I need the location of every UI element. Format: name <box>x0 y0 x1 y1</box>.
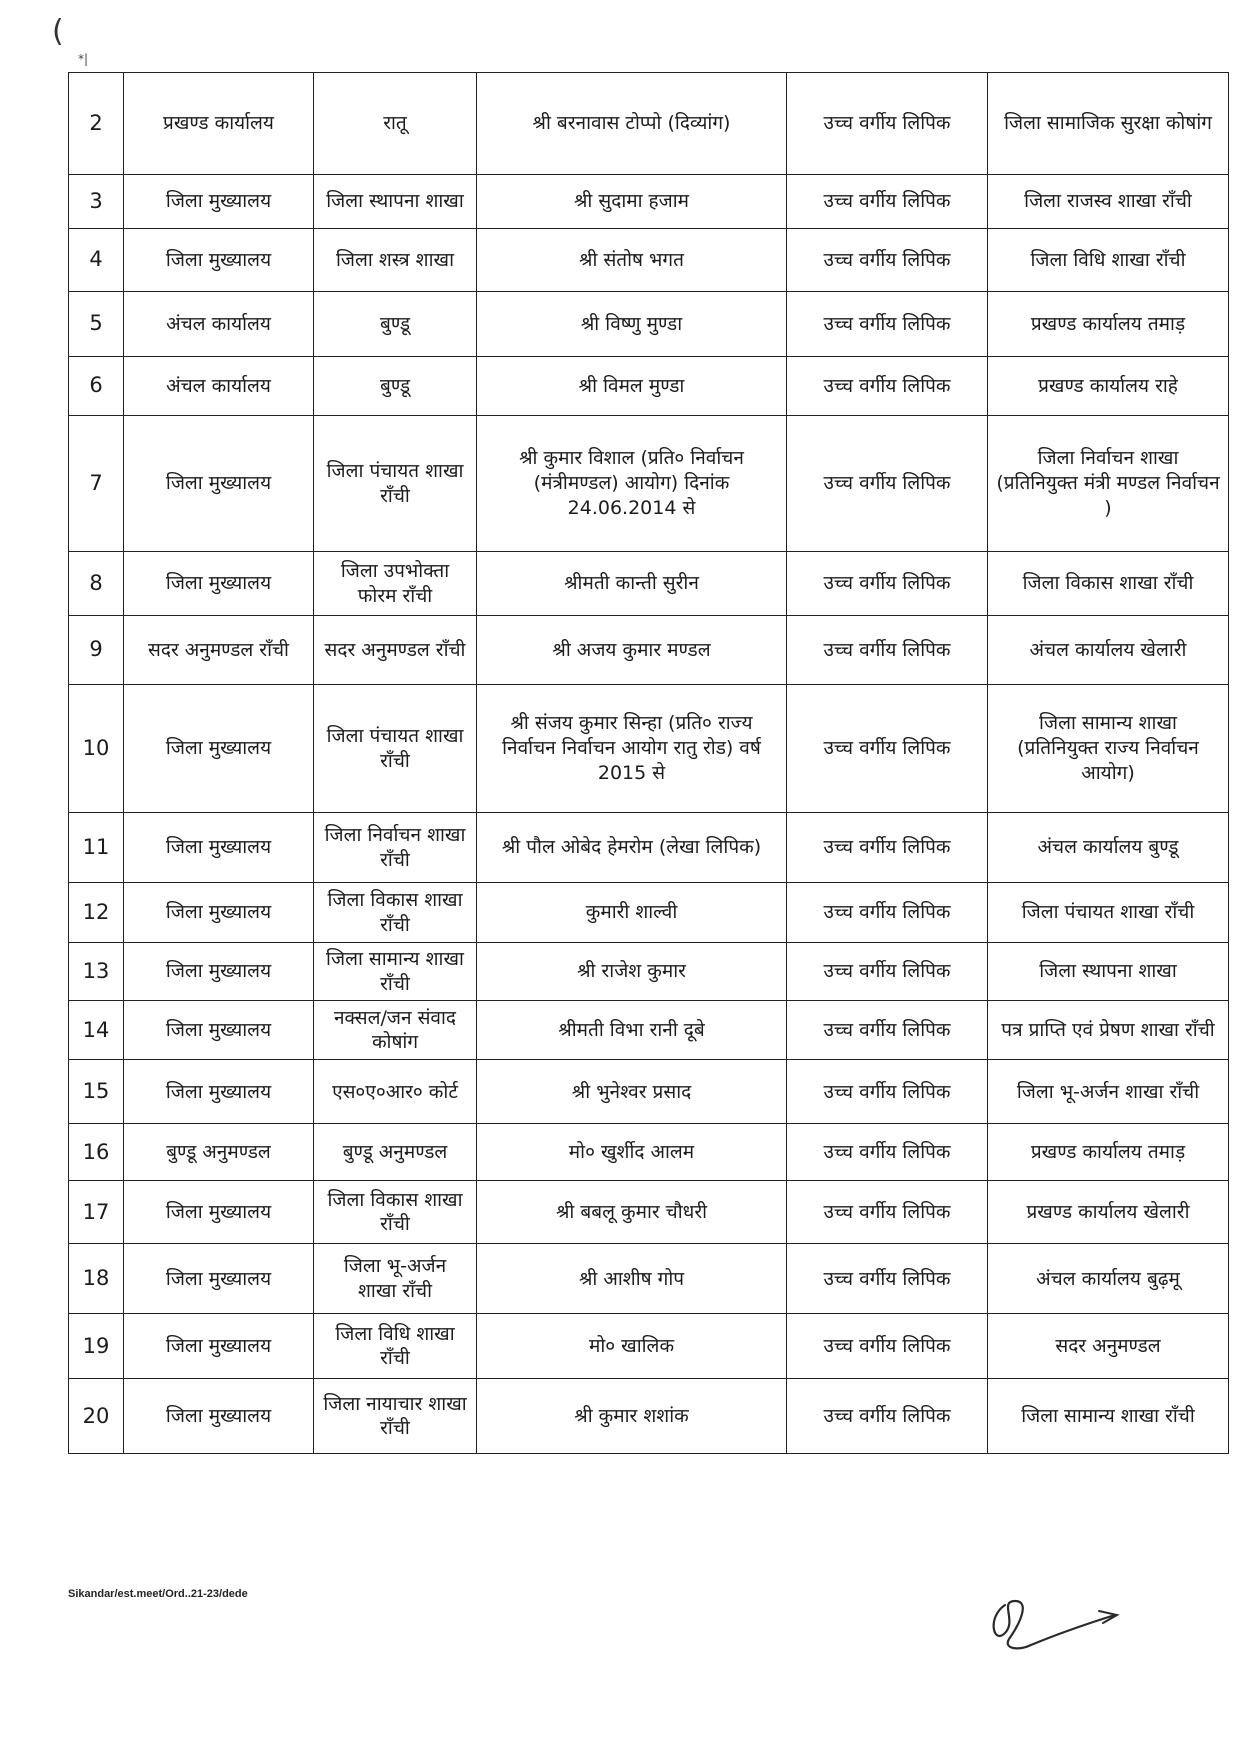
cell-employee-name: श्री राजेश कुमार <box>477 943 787 1001</box>
cell-posted-to: जिला सामान्य शाखा राँची <box>988 1379 1229 1454</box>
cell-serial-number: 7 <box>69 416 124 552</box>
cell-serial-number: 6 <box>69 357 124 416</box>
cell-employee-name: मो० खुर्शीद आलम <box>477 1124 787 1181</box>
cell-office: अंचल कार्यालय <box>124 292 314 357</box>
cell-posted-to: जिला विधि शाखा राँची <box>988 229 1229 292</box>
cell-serial-number: 19 <box>69 1314 124 1379</box>
cell-office: अंचल कार्यालय <box>124 357 314 416</box>
table-row <box>69 357 1229 416</box>
table-row <box>69 1001 1229 1060</box>
cell-office: प्रखण्ड कार्यालय <box>124 73 314 175</box>
cell-employee-name: श्रीमती कान्ती सुरीन <box>477 552 787 616</box>
cell-employee-name: श्री विष्णु मुण्डा <box>477 292 787 357</box>
cell-post: उच्च वर्गीय लिपिक <box>787 552 988 616</box>
cell-posted-to: जिला पंचायत शाखा राँची <box>988 883 1229 943</box>
cell-serial-number: 11 <box>69 813 124 883</box>
table-row <box>69 1181 1229 1244</box>
cell-serial-number: 16 <box>69 1124 124 1181</box>
cell-unit: बुण्डू <box>314 292 477 357</box>
cell-post: उच्च वर्गीय लिपिक <box>787 616 988 685</box>
cell-posted-to: अंचल कार्यालय बुण्डू <box>988 813 1229 883</box>
cell-unit: जिला पंचायत शाखा राँची <box>314 416 477 552</box>
cell-employee-name: श्री विमल मुण्डा <box>477 357 787 416</box>
cell-serial-number: 9 <box>69 616 124 685</box>
file-reference: Sikandar/est.meet/Ord..21-23/dede <box>68 1588 248 1600</box>
cell-employee-name: श्री संतोष भगत <box>477 229 787 292</box>
table-row <box>69 943 1229 1001</box>
table-row <box>69 1379 1229 1454</box>
cell-posted-to: जिला स्थापना शाखा <box>988 943 1229 1001</box>
cell-unit: जिला उपभोक्ता फोरम राँची <box>314 552 477 616</box>
cell-serial-number: 8 <box>69 552 124 616</box>
cell-unit: जिला नायाचार शाखा राँची <box>314 1379 477 1454</box>
cell-posted-to: प्रखण्ड कार्यालय खेलारी <box>988 1181 1229 1244</box>
cell-office: जिला मुख्यालय <box>124 883 314 943</box>
cell-employee-name: श्री पौल ओबेद हेमरोम (लेखा लिपिक) <box>477 813 787 883</box>
cell-unit: जिला स्थापना शाखा <box>314 175 477 229</box>
cell-unit: बुण्डू <box>314 357 477 416</box>
cell-post: उच्च वर्गीय लिपिक <box>787 1379 988 1454</box>
table-row <box>69 883 1229 943</box>
cell-serial-number: 14 <box>69 1001 124 1060</box>
cell-employee-name: श्री बरनावास टोप्पो (दिव्यांग) <box>477 73 787 175</box>
cell-posted-to: जिला निर्वाचन शाखा (प्रतिनियुक्त मंत्री मण्डल निर्वाचन ) <box>988 416 1229 552</box>
cell-office: जिला मुख्यालय <box>124 416 314 552</box>
cell-post: उच्च वर्गीय लिपिक <box>787 883 988 943</box>
signature <box>975 1575 1125 1665</box>
cell-post: उच्च वर्गीय लिपिक <box>787 1314 988 1379</box>
cell-post: उच्च वर्गीय लिपिक <box>787 1244 988 1314</box>
cell-employee-name: श्री आशीष गोप <box>477 1244 787 1314</box>
cell-unit: जिला विकास शाखा राँची <box>314 1181 477 1244</box>
cell-unit: नक्सल/जन संवाद कोषांग <box>314 1001 477 1060</box>
cell-office: जिला मुख्यालय <box>124 1060 314 1124</box>
cell-post: उच्च वर्गीय लिपिक <box>787 1181 988 1244</box>
cell-unit: एस०ए०आर० कोर्ट <box>314 1060 477 1124</box>
cell-post: उच्च वर्गीय लिपिक <box>787 813 988 883</box>
cell-office: जिला मुख्यालय <box>124 813 314 883</box>
table-row <box>69 1124 1229 1181</box>
cell-post: उच्च वर्गीय लिपिक <box>787 1001 988 1060</box>
cell-office: जिला मुख्यालय <box>124 685 314 813</box>
cell-unit: जिला निर्वाचन शाखा राँची <box>314 813 477 883</box>
cell-employee-name: श्री कुमार शशांक <box>477 1379 787 1454</box>
cell-post: उच्च वर्गीय लिपिक <box>787 685 988 813</box>
table-row <box>69 229 1229 292</box>
cell-unit: बुण्डू अनुमण्डल <box>314 1124 477 1181</box>
cell-employee-name: श्री कुमार विशाल (प्रति० निर्वाचन (मंत्रीमण्डल) आयोग) दिनांक 24.06.2014 से <box>477 416 787 552</box>
cell-employee-name: श्री संजय कुमार सिन्हा (प्रति० राज्य निर्वाचन निर्वाचन आयोग रातु रोड) वर्ष 2015 से <box>477 685 787 813</box>
cell-posted-to: जिला भू-अर्जन शाखा राँची <box>988 1060 1229 1124</box>
cell-posted-to: अंचल कार्यालय बुढ़मू <box>988 1244 1229 1314</box>
cell-posted-to: जिला विकास शाखा राँची <box>988 552 1229 616</box>
cell-post: उच्च वर्गीय लिपिक <box>787 175 988 229</box>
table-row <box>69 813 1229 883</box>
corner-mark: ( <box>52 14 64 49</box>
cell-post: उच्च वर्गीय लिपिक <box>787 1060 988 1124</box>
cell-serial-number: 5 <box>69 292 124 357</box>
corner-tick: *| <box>78 52 89 66</box>
cell-office: जिला मुख्यालय <box>124 1379 314 1454</box>
cell-post: उच्च वर्गीय लिपिक <box>787 73 988 175</box>
cell-office: जिला मुख्यालय <box>124 229 314 292</box>
cell-serial-number: 18 <box>69 1244 124 1314</box>
transfer-table <box>68 72 1229 1454</box>
cell-post: उच्च वर्गीय लिपिक <box>787 357 988 416</box>
cell-employee-name: श्री अजय कुमार मण्डल <box>477 616 787 685</box>
cell-serial-number: 17 <box>69 1181 124 1244</box>
table-row <box>69 685 1229 813</box>
cell-office: जिला मुख्यालय <box>124 175 314 229</box>
cell-serial-number: 10 <box>69 685 124 813</box>
cell-posted-to: जिला राजस्व शाखा राँची <box>988 175 1229 229</box>
cell-serial-number: 20 <box>69 1379 124 1454</box>
table-row <box>69 292 1229 357</box>
cell-employee-name: श्री बबलू कुमार चौधरी <box>477 1181 787 1244</box>
cell-serial-number: 15 <box>69 1060 124 1124</box>
cell-office: बुण्डू अनुमण्डल <box>124 1124 314 1181</box>
cell-unit: जिला शस्त्र शाखा <box>314 229 477 292</box>
cell-serial-number: 4 <box>69 229 124 292</box>
table-row <box>69 73 1229 175</box>
cell-unit: जिला विधि शाखा राँची <box>314 1314 477 1379</box>
cell-office: जिला मुख्यालय <box>124 1181 314 1244</box>
table-row <box>69 552 1229 616</box>
cell-employee-name: मो० खालिक <box>477 1314 787 1379</box>
table-row <box>69 416 1229 552</box>
cell-serial-number: 2 <box>69 73 124 175</box>
cell-posted-to: प्रखण्ड कार्यालय तमाड़ <box>988 1124 1229 1181</box>
cell-employee-name: कुमारी शाल्वी <box>477 883 787 943</box>
cell-post: उच्च वर्गीय लिपिक <box>787 416 988 552</box>
cell-posted-to: जिला सामाजिक सुरक्षा कोषांग <box>988 73 1229 175</box>
cell-office: जिला मुख्यालय <box>124 1244 314 1314</box>
cell-posted-to: पत्र प्राप्ति एवं प्रेषण शाखा राँची <box>988 1001 1229 1060</box>
cell-posted-to: सदर अनुमण्डल <box>988 1314 1229 1379</box>
table-row <box>69 1060 1229 1124</box>
cell-unit: जिला पंचायत शाखा राँची <box>314 685 477 813</box>
table-row <box>69 1244 1229 1314</box>
table-row <box>69 1314 1229 1379</box>
cell-unit: रातू <box>314 73 477 175</box>
cell-employee-name: श्री सुदामा हजाम <box>477 175 787 229</box>
cell-office: जिला मुख्यालय <box>124 552 314 616</box>
cell-serial-number: 3 <box>69 175 124 229</box>
cell-posted-to: प्रखण्ड कार्यालय राहे <box>988 357 1229 416</box>
cell-office: जिला मुख्यालय <box>124 1314 314 1379</box>
table-body <box>69 73 1229 1454</box>
cell-office: सदर अनुमण्डल राँची <box>124 616 314 685</box>
cell-posted-to: प्रखण्ड कार्यालय तमाड़ <box>988 292 1229 357</box>
cell-posted-to: जिला सामान्य शाखा (प्रतिनियुक्त राज्य निर्वाचन आयोग) <box>988 685 1229 813</box>
cell-unit: सदर अनुमण्डल राँची <box>314 616 477 685</box>
cell-posted-to: अंचल कार्यालय खेलारी <box>988 616 1229 685</box>
cell-employee-name: श्रीमती विभा रानी दूबे <box>477 1001 787 1060</box>
table-row <box>69 175 1229 229</box>
cell-post: उच्च वर्गीय लिपिक <box>787 943 988 1001</box>
cell-office: जिला मुख्यालय <box>124 1001 314 1060</box>
table-row <box>69 616 1229 685</box>
cell-unit: जिला भू-अर्जन शाखा राँची <box>314 1244 477 1314</box>
cell-post: उच्च वर्गीय लिपिक <box>787 229 988 292</box>
cell-employee-name: श्री भुनेश्वर प्रसाद <box>477 1060 787 1124</box>
cell-unit: जिला विकास शाखा राँची <box>314 883 477 943</box>
cell-post: उच्च वर्गीय लिपिक <box>787 1124 988 1181</box>
cell-post: उच्च वर्गीय लिपिक <box>787 292 988 357</box>
cell-unit: जिला सामान्य शाखा राँची <box>314 943 477 1001</box>
cell-serial-number: 13 <box>69 943 124 1001</box>
cell-office: जिला मुख्यालय <box>124 943 314 1001</box>
cell-serial-number: 12 <box>69 883 124 943</box>
